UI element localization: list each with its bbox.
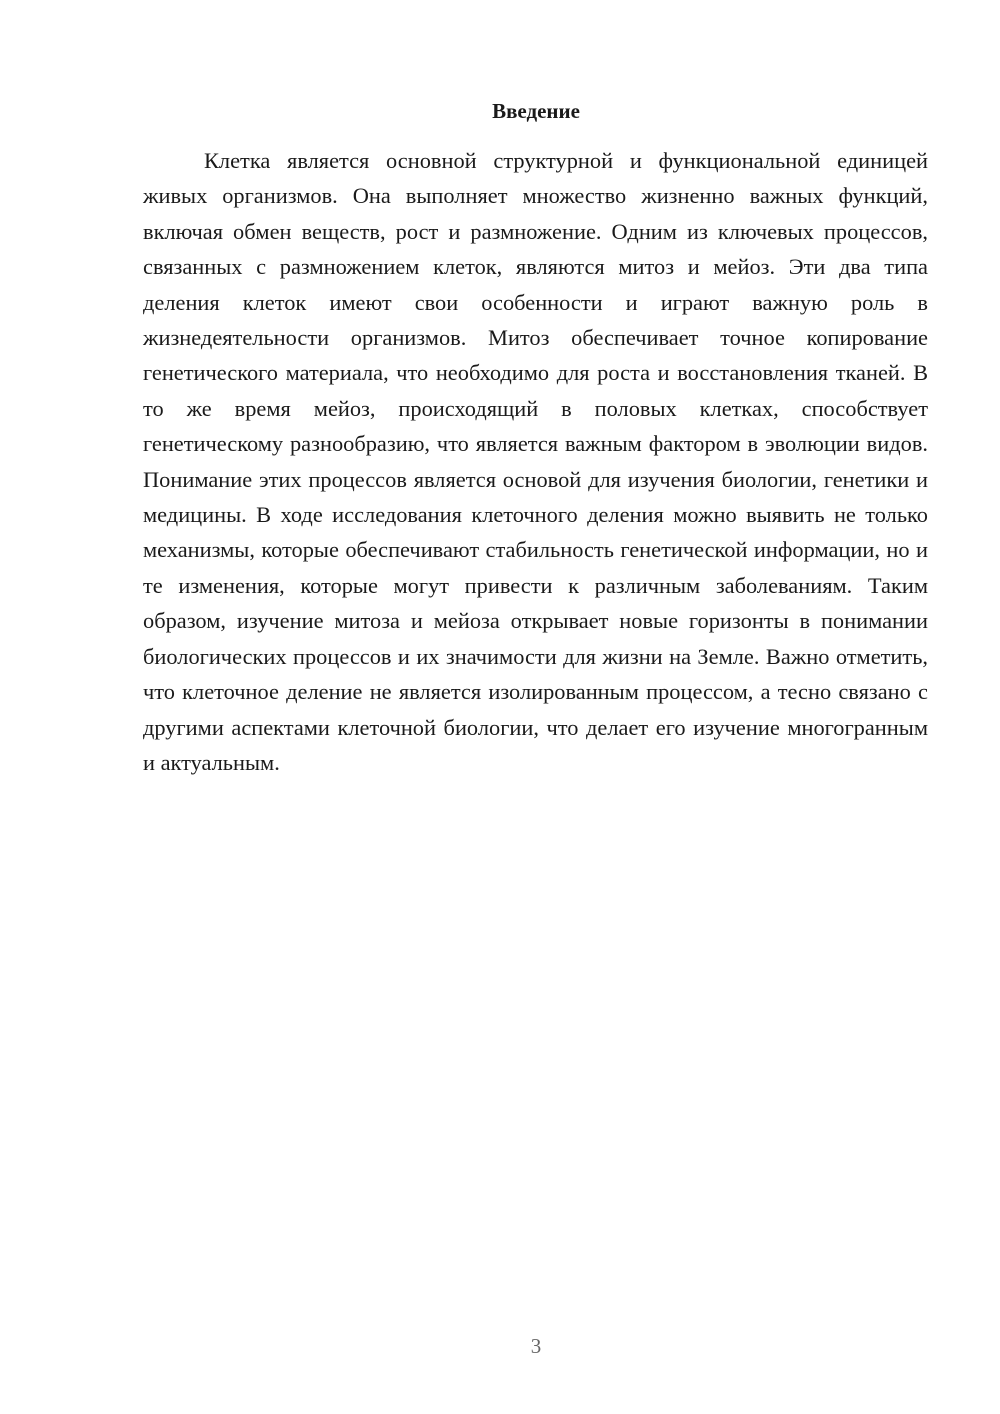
intro-paragraph: Клетка является основной структурной и функциональной единицей живых организмов. Она выполняет множество жизненно важных функций, включая обмен веществ, рост и размножение. Одним из ключевых процессов, связанных с размножением клеток, являются митоз и мейоз. Эти два типа деления клеток имеют свои особенности и играют важную роль в жизнедеятельности организмов. Митоз обеспечивает точное копирование генетического материала, что необходимо для роста и восстановления тканей. В то же время мейоз, происходящий в половых клетках, способствует генетическому разнообразию, что является важным фактором в эволюции видов. Понимание этих процессов является основой для изучения биологии, генетики и медицины. В ходе исследования клеточного деления можно выявить не только механизмы, которые обеспечивают стабильность генетической информации, но и те изменения, которые могут привести к различным заболеваниям. Таким образом, изучение митоза и мейоза открывает новые горизонты в понимании биологических процессов и их значимости для жизни на Земле. Важно отметить, что клеточное деление не является изолированным процессом, а тесно связано с другими аспектами клеточной биологии, что делает его изучение многогранным и актуальным. (143, 148, 928, 775)
page-number: 3 (530, 1334, 542, 1358)
section-heading: Введение (492, 99, 580, 123)
